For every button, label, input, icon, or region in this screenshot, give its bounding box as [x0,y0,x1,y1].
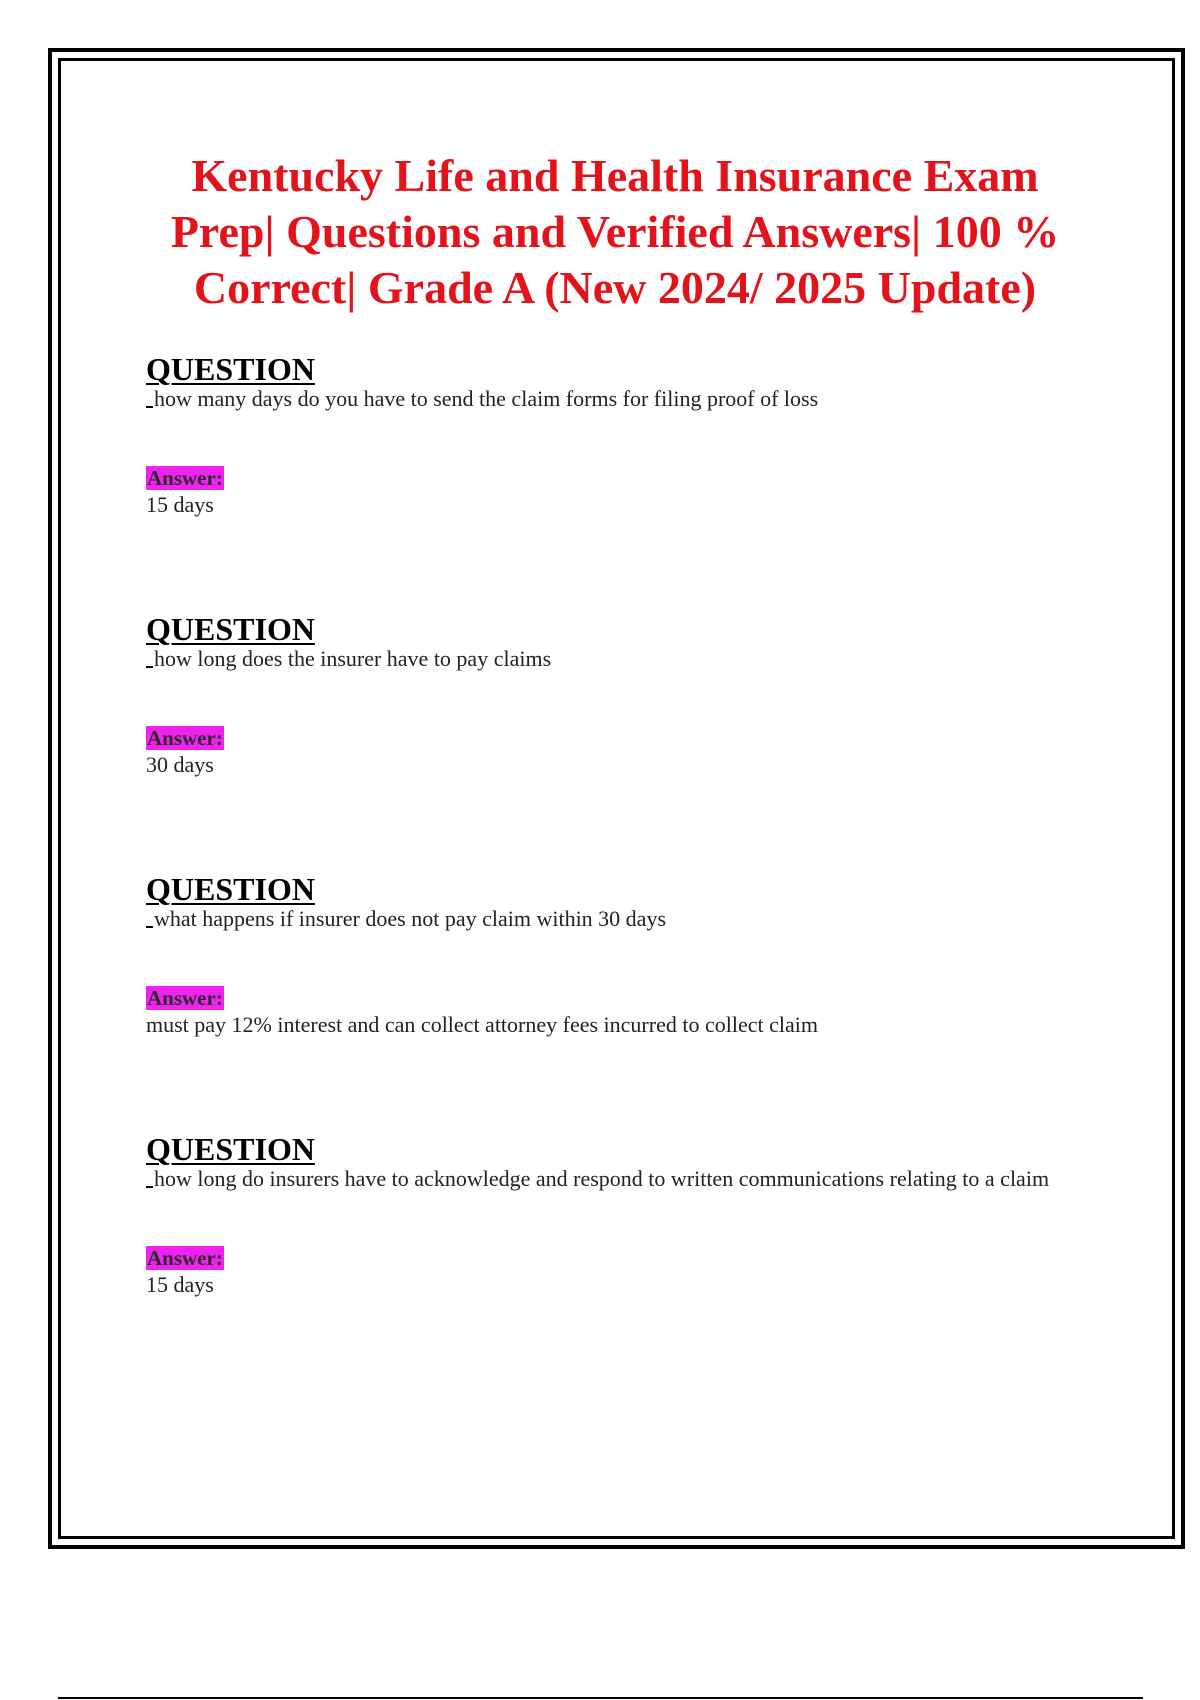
question-dash [146,666,153,668]
answer-text: 15 days [146,1272,214,1297]
question-dash [146,926,153,928]
question-heading: QUESTION [146,1131,315,1167]
answer-text: 15 days [146,492,214,517]
question-dash [146,1186,153,1188]
question-text: how long do insurers have to acknowledge and respond to written communications relating to a claim [146,1166,1086,1192]
answer-label: Answer: [147,466,223,490]
question-heading: QUESTION [146,611,315,647]
footer-rule [58,1697,1143,1699]
answer-text: 30 days [146,752,214,777]
answer-label: Answer: [147,986,223,1010]
qa-item [146,1132,1086,1298]
question-heading: QUESTION [146,351,315,387]
qa-item [146,872,1086,1038]
qa-item [146,612,1086,778]
question-dash [146,406,153,408]
answer-label: Answer: [147,1246,223,1270]
question-text: how long does the insurer have to pay claims [146,646,1086,672]
answer-label: Answer: [147,726,223,750]
answer-text: must pay 12% interest and can collect attorney fees incurred to collect claim [146,1012,818,1037]
question-text: how many days do you have to send the claim forms for filing proof of loss [146,386,1086,412]
question-heading: QUESTION [146,871,315,907]
qa-item [146,352,1086,518]
document-title: Kentucky Life and Health Insurance Exam Prep| Questions and Verified Answers| 100 % Correct| Grade A (New 2024/ 2025 Update) [170,150,1060,313]
question-text: what happens if insurer does not pay claim within 30 days [146,906,1086,932]
